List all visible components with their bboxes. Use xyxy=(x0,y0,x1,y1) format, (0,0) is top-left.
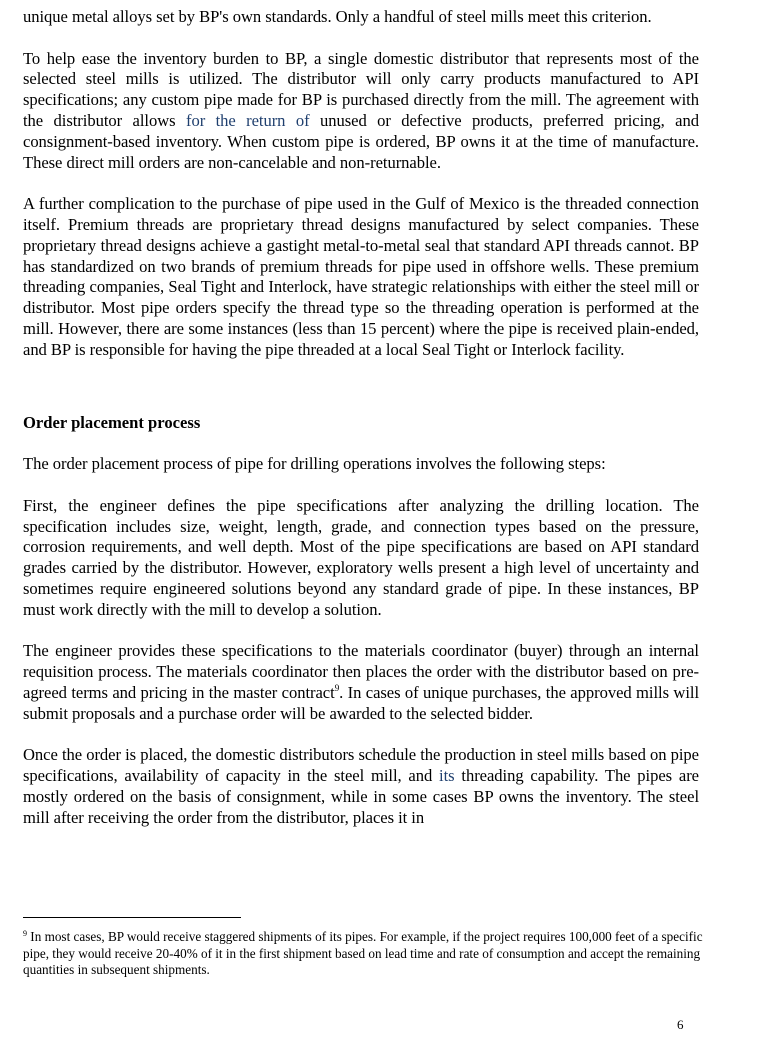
footnote xyxy=(23,929,703,979)
paragraph-production-text-b: threading capability. The pipes are mostly ordered on the basis of consignment, while in some cases BP owns the inventory. The steel mill after receiving the order from the distributor, places it in xyxy=(23,766,699,827)
section-heading-order-placement: Order placement process xyxy=(23,412,201,432)
paragraph-production-schedule xyxy=(23,745,699,828)
page-number: 6 xyxy=(677,1017,684,1032)
paragraph-distributor-text-a: To help ease the inventory burden to BP, a single domestic distributor that represents most of the selected steel mills is utilized. The distributor will only carry products manufactured to API specifications; any custom pipe made for BP is purchased directly from the mill. The agreement with the distributor allows xyxy=(23,48,699,130)
footnote-divider xyxy=(23,917,241,918)
paragraph-requisition xyxy=(23,641,699,724)
paragraph-distributor xyxy=(23,49,699,174)
paragraph-engineer-specs: First, the engineer defines the pipe specifications after analyzing the drilling location. The specification includes size, weight, length, grade, and connection types based on the pressure, corrosion requirements, and well depth. Most of the pipe specifications are based on API standard grades carried by the distributor. However, exploratory wells present a high level of uncertainty and sometimes require engineered solutions beyond any standard grade of pipe. In these instances, BP must work directly with the mill to develop a solution. xyxy=(23,495,699,619)
footnote-reference[interactable]: 9 xyxy=(334,682,340,693)
document-page xyxy=(23,7,699,828)
return-policy-link[interactable]: for the return of xyxy=(185,110,310,130)
paragraph-requisition-text-b: . In cases of unique purchases, the approved mills will submit proposals and a purchase order will be awarded to the selected bidder. xyxy=(23,682,699,723)
footnote-text: In most cases, BP would receive staggered shipments of its pipes. For example, if the project requires 100,000 feet of a specific pipe, they would receive 20-40% of it in the first shipment based on lead time and rate of consumption and accept the remaining quantities in subsequent shipments. xyxy=(23,929,703,978)
its-link[interactable]: its xyxy=(439,766,455,786)
footnote-marker: 9 xyxy=(23,929,27,938)
paragraph-order-intro: The order placement process of pipe for drilling operations involves the following steps: xyxy=(23,454,606,474)
paragraph-production-text-a: Once the order is placed, the domestic distributors schedule the production in steel mills based on pipe specifications, availability of capacity in the steel mill, and xyxy=(23,745,699,786)
paragraph-alloy-criterion: unique metal alloys set by BP's own standards. Only a handful of steel mills meet this criterion. xyxy=(23,7,652,26)
paragraph-distributor-text-b: unused or defective products, preferred pricing, and consignment-based inventory. When custom pipe is ordered, BP owns it at the time of manufacture. These direct mill orders are non-cancelable and non-returnable. xyxy=(23,110,699,172)
paragraph-requisition-text-a: The engineer provides these specifications to the materials coordinator (buyer) through an internal requisition process. The materials coordinator then places the order with the distributor based on pre-agreed terms and pricing in the master contract xyxy=(23,641,699,702)
paragraph-threaded-connection: A further complication to the purchase of pipe used in the Gulf of Mexico is the threaded connection itself. Premium threads are proprietary thread designs manufactured by select companies. These proprietary thread designs achieve a gastight metal-to-metal seal that standard API threads cannot. BP has standardized on two brands of premium threads for pipe used in offshore wells. These premium threading companies, Seal Tight and Interlock, have strategic relationships with either the steel mill or distributor. Most pipe orders specify the thread type so the threading operation is performed at the mill. However, there are some instances (less than 15 percent) where the pipe is received plain-ended, and BP is responsible for having the pipe threaded at a local Seal Tight or Interlock facility. xyxy=(23,194,699,359)
